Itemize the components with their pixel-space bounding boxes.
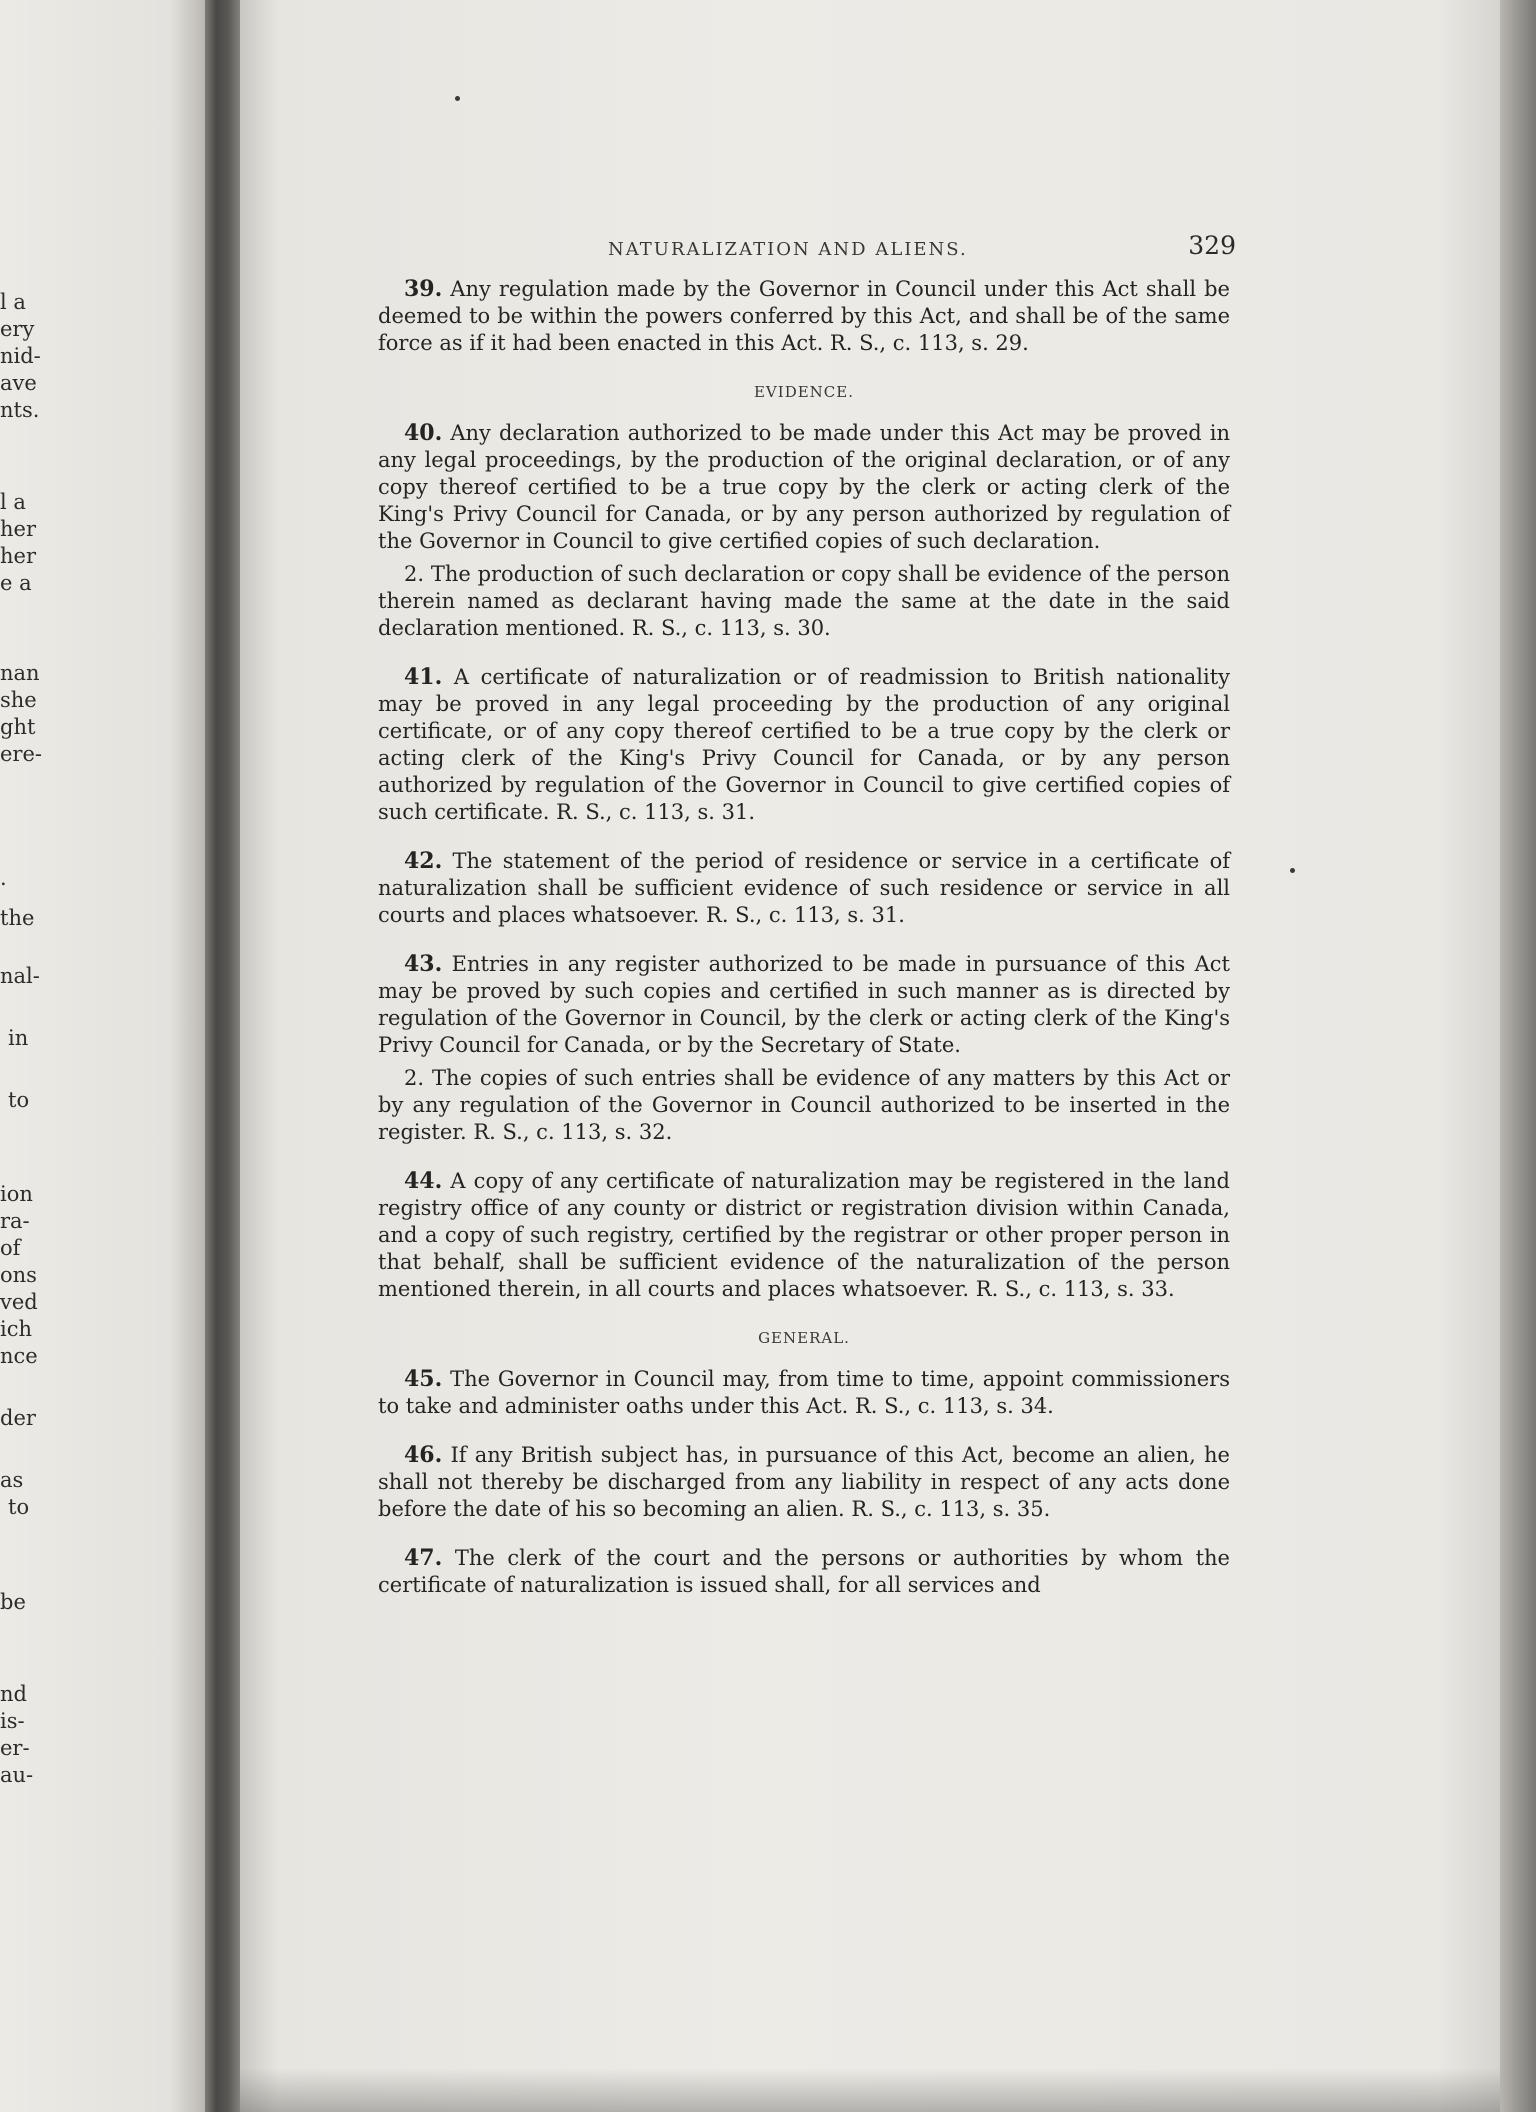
left-margin-fragment: . (0, 866, 7, 890)
section-text: A copy of any certificate of naturalization may be registered in the land registry office of any county or district or registration division within Canada, and a copy of such registry, certified by the registrar or other proper person in that behalf, shall be sufficient evidence of the naturalization of the person mentioned therein, in all courts and places whatsoever. R. S., c. 113, s. 33. (378, 1169, 1230, 1301)
left-margin-fragment: e a (0, 571, 32, 595)
section-46 (378, 1442, 1230, 1523)
left-margin-fragment: to (8, 1495, 30, 1519)
section-number: 39. (404, 276, 443, 302)
section-text: The Governor in Council may, from time to time, appoint commissioners to take and administer oaths under this Act. R. S., c. 113, s. 34. (378, 1367, 1230, 1418)
section-number: 44. (404, 1168, 443, 1194)
left-margin-fragment: au- (0, 1763, 34, 1787)
left-margin-fragment: nts. (0, 398, 40, 422)
section-45 (378, 1366, 1230, 1420)
subsection-43-2: 2. The copies of such entries shall be evidence of any matters by this Act or by any regulation of the Governor in Council authorized to be inserted in the register. R. S., c. 113, s. 32. (378, 1066, 1230, 1144)
left-margin-fragment: nan (0, 661, 40, 685)
left-margin-fragment: ra- (0, 1209, 30, 1233)
left-margin-fragment: ons (0, 1263, 37, 1287)
left-margin-fragment: ave (0, 371, 37, 395)
running-title: NATURALIZATION AND ALIENS. (608, 239, 968, 260)
scan-speck (455, 96, 460, 101)
section-text: Any regulation made by the Governor in Council under this Act shall be deemed to be within the powers conferred by this Act, and shall be of the same force as if it had been enacted in this Act. R. S., c. 113, s. 29. (378, 277, 1230, 355)
left-margin-fragment: l a (0, 290, 26, 314)
page-text-block (378, 231, 1236, 1621)
left-margin-fragment: is- (0, 1709, 25, 1733)
left-margin-fragment: nid- (0, 344, 41, 368)
left-margin-fragment: to (8, 1088, 30, 1112)
left-margin-fragment: ere- (0, 742, 42, 766)
section-heading-evidence: EVIDENCE. (753, 383, 854, 401)
section-number: 41. (404, 664, 443, 690)
left-margin-fragment: nce (0, 1344, 38, 1368)
section-text: The statement of the period of residence or service in a certificate of naturalization shall be sufficient evidence of such residence or service in all courts and places whatsoever. R. S., c. 113, s. 31. (378, 849, 1230, 927)
left-margin-fragment: as (0, 1468, 24, 1492)
left-margin-fragment: er- (0, 1736, 30, 1760)
running-head (378, 231, 1236, 276)
scan-speck (1290, 868, 1295, 873)
left-margin-fragment: of (0, 1236, 21, 1260)
section-44 (378, 1168, 1230, 1303)
section-number: 45. (404, 1366, 443, 1392)
left-margin-fragment: ght (0, 715, 36, 739)
left-margin-fragment: be (0, 1590, 26, 1614)
section-number: 40. (404, 420, 443, 446)
section-text: Entries in any register authorized to be made in pursuance of this Act may be proved by such copies and certified in such manner as is directed by regulation of the Governor in Council, by the clerk or acting clerk of the King's Privy Council for Canada, or by the Secretary of State. (378, 952, 1230, 1057)
page-edge-shadow (1500, 0, 1536, 2112)
left-margin-fragment: the (0, 906, 35, 930)
section-text: If any British subject has, in pursuance of this Act, become an alien, he shall not thereby be discharged from any liability in respect of any acts done before the date of his so becoming an alien. R. S., c. 113, s. 35. (378, 1443, 1230, 1521)
section-text: The clerk of the court and the persons or authorities by whom the certificate of naturalization is issued shall, for all services and (378, 1546, 1230, 1597)
left-margin-fragment: she (0, 688, 37, 712)
section-39 (378, 276, 1230, 357)
left-margin-fragment: in (8, 1026, 29, 1050)
left-margin-fragment: her (0, 517, 36, 541)
section-text: Any declaration authorized to be made under this Act may be proved in any legal proceedings, by the production of the original declaration, or of any copy thereof certified to be a true copy by the clerk or acting clerk of the King's Privy Council for Canada, or by any person authorized by regulation of the Governor in Council to give certified copies of such declaration. (378, 421, 1230, 553)
section-42 (378, 848, 1230, 929)
left-margin-fragment: ion (0, 1182, 33, 1206)
section-number: 42. (404, 848, 443, 874)
left-margin-fragment: ved (0, 1290, 38, 1314)
section-number: 43. (404, 951, 443, 977)
section-text: A certificate of naturalization or of readmission to British nationality may be proved in any legal proceeding by the production of any original certificate, or of any copy thereof certified to be a true copy by the clerk or acting clerk of the King's Privy Council for Canada, or by any person authorized by regulation of the Governor in Council to give certified copies of such certificate. R. S., c. 113, s. 31. (378, 665, 1230, 824)
section-40 (378, 420, 1230, 555)
left-page-fragment (0, 0, 212, 2112)
left-margin-fragment: her (0, 544, 36, 568)
section-43 (378, 951, 1230, 1059)
left-margin-fragment: ich (0, 1317, 33, 1341)
left-margin-fragment: nal- (0, 964, 40, 988)
section-41 (378, 664, 1230, 826)
subsection-40-2: 2. The production of such declaration or copy shall be evidence of the person therein named as declarant having made the same at the date in the said declaration mentioned. R. S., c. 113, s. 30. (378, 562, 1230, 640)
section-heading-general: GENERAL. (758, 1329, 850, 1347)
book-gutter (205, 0, 243, 2112)
section-47 (378, 1545, 1230, 1599)
page-bottom-shadow (240, 2068, 1500, 2112)
page-number: 329 (1188, 231, 1236, 260)
section-number: 46. (404, 1442, 443, 1468)
left-margin-fragment: l a (0, 490, 26, 514)
section-number: 47. (404, 1545, 443, 1571)
left-margin-fragment: ery (0, 317, 35, 341)
left-margin-fragment: nd (0, 1682, 27, 1706)
left-margin-fragment: der (0, 1406, 36, 1430)
